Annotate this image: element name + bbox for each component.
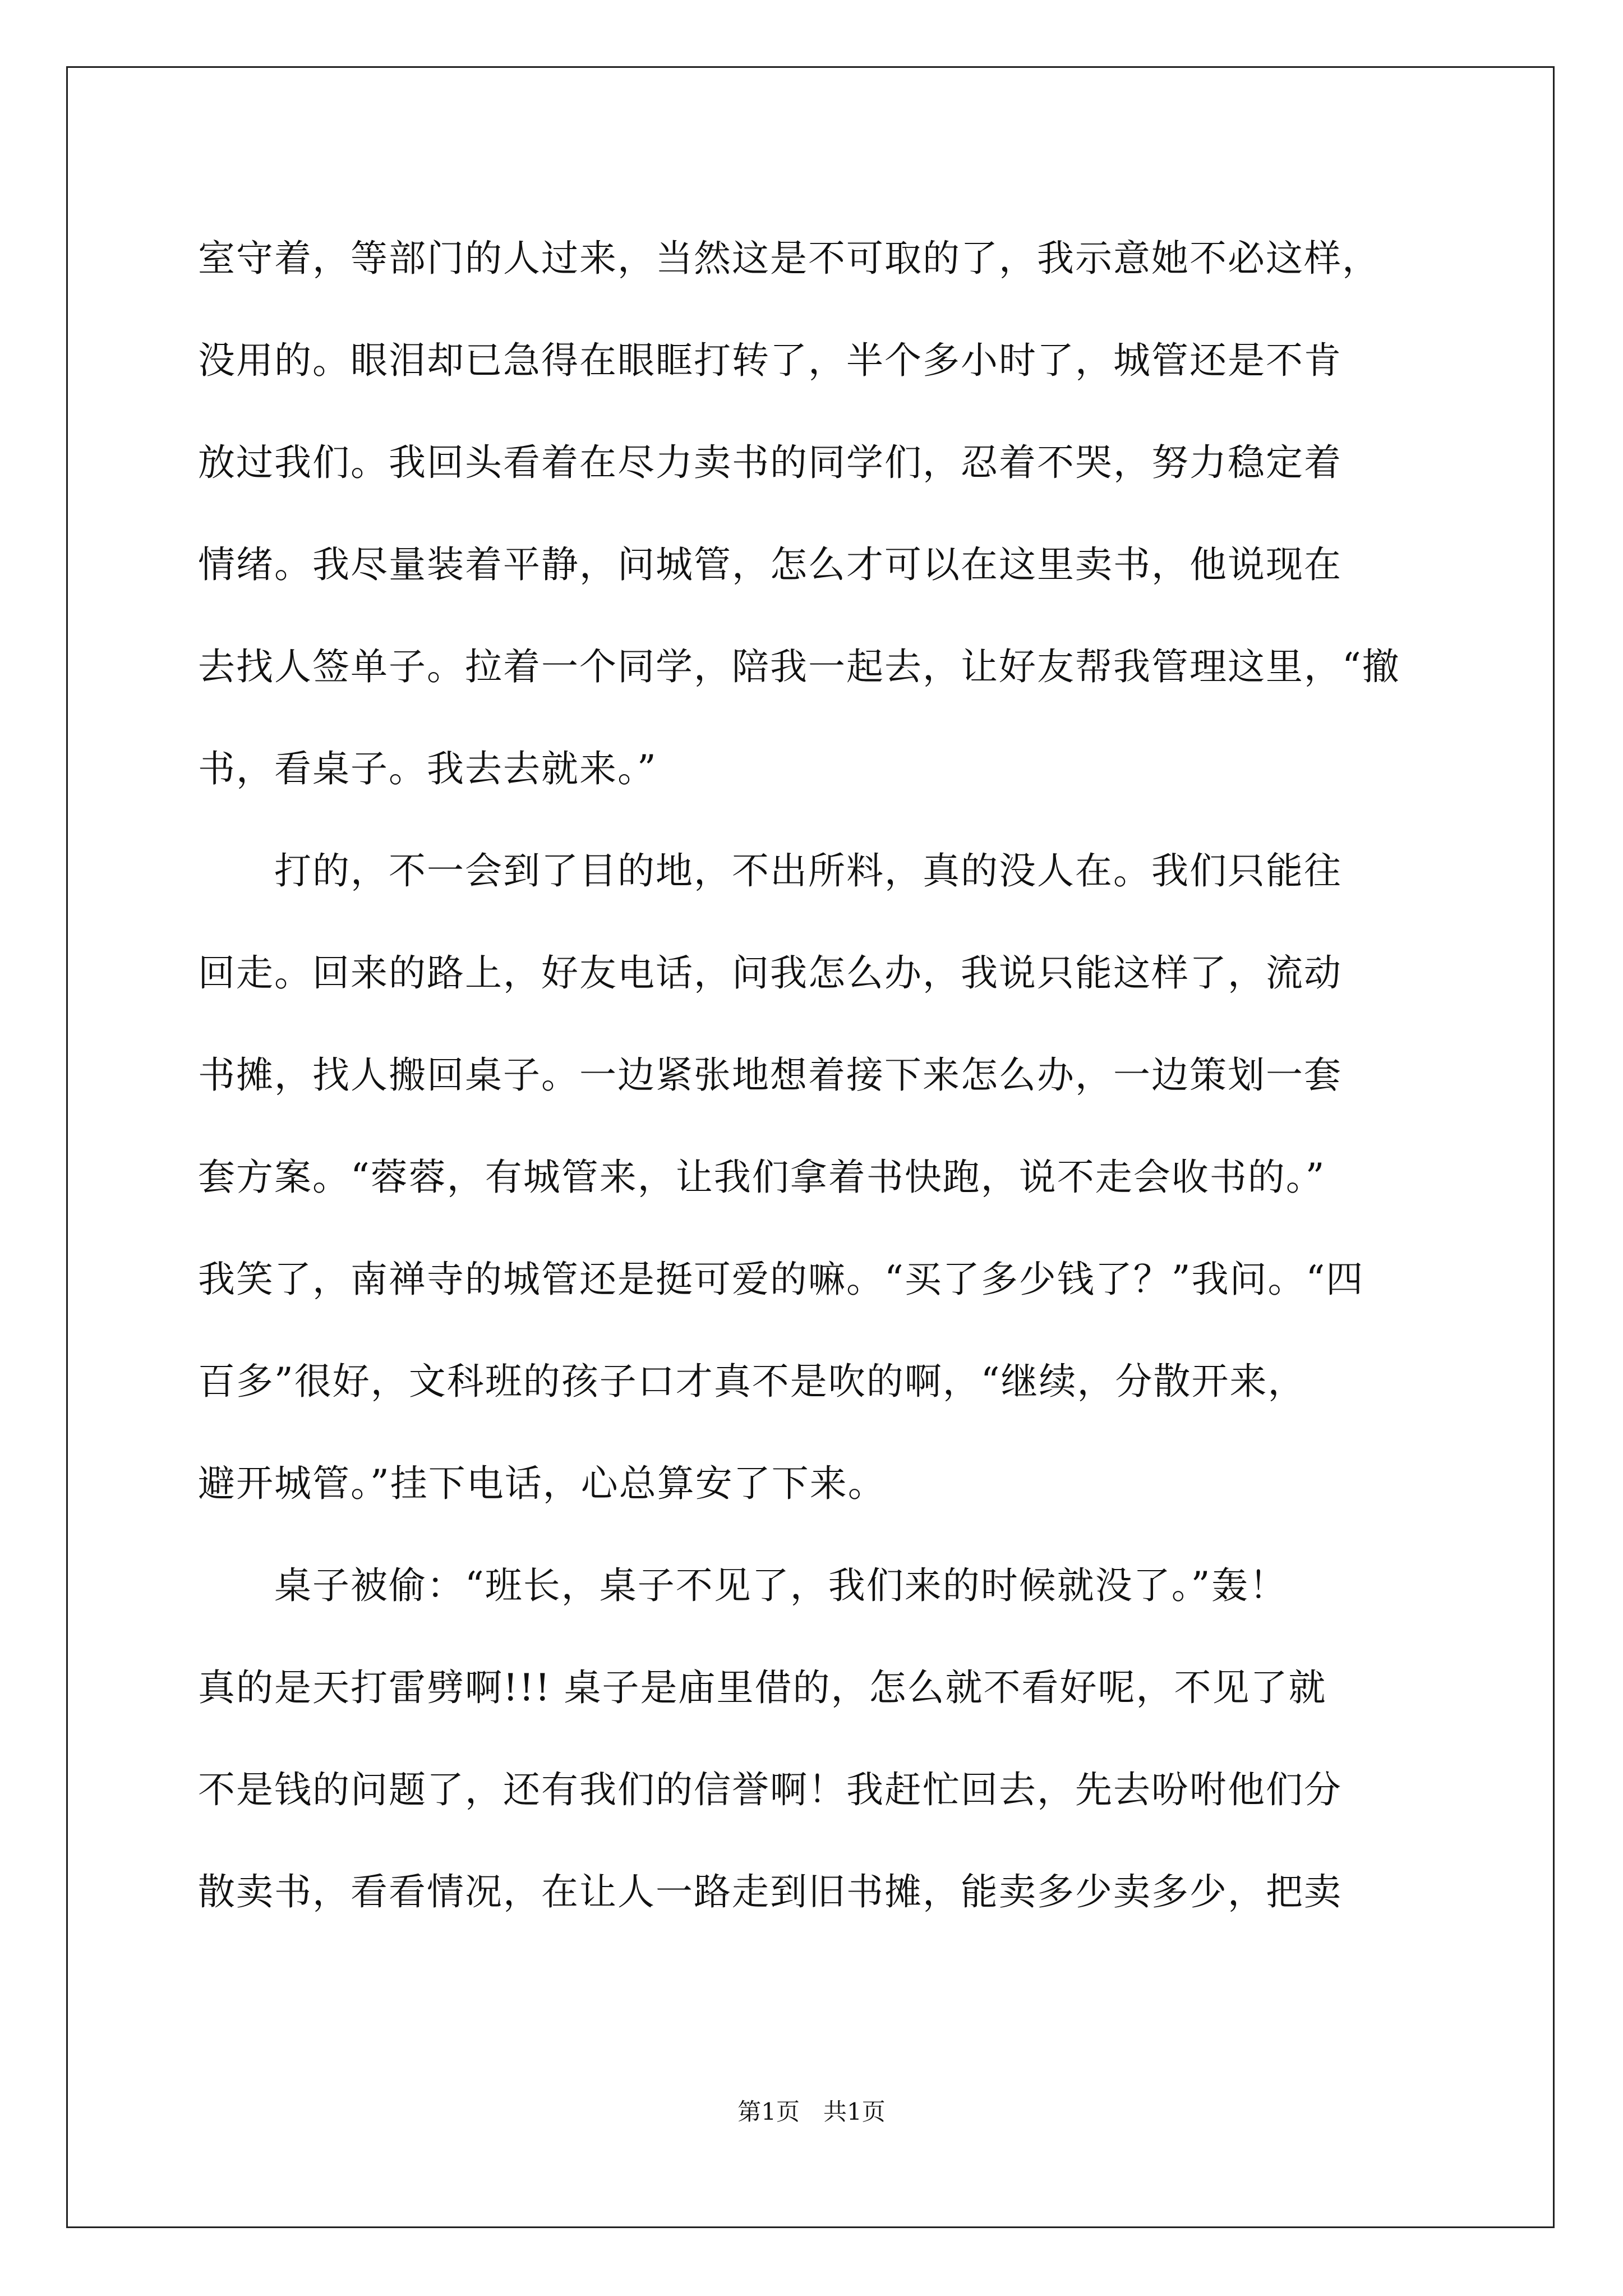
text-line: 情绪。我尽量装着平静，问城管，怎么才可以在这里卖书，他说现在	[198, 543, 1342, 586]
text-line: 书，看桌子。我去去就来。”	[198, 747, 657, 790]
text-line: 避开城管。”挂下电话，心总算安了下来。	[198, 1462, 886, 1505]
text-line: 打的，不一会到了目的地，不出所料，真的没人在。我们只能往	[198, 849, 1342, 892]
text-line: 我笑了，南禅寺的城管还是挺可爱的嘛。“买了多少钱了？”我问。“四	[198, 1258, 1364, 1301]
text-line: 书摊，找人搬回桌子。一边紧张地想着接下来怎么办，一边策划一套	[198, 1053, 1342, 1097]
text-line: 套方案。“蓉蓉，有城管来，让我们拿着书快跑，说不走会收书的。”	[198, 1156, 1326, 1199]
text-line: 去找人签单子。拉着一个同学，陪我一起去，让好友帮我管理这里，“撤	[198, 645, 1400, 688]
text-line: 桌子被偷：“班长，桌子不见了，我们来的时候就没了。”轰！	[198, 1564, 1288, 1607]
text-line: 不是钱的问题了，还有我们的信誉啊！我赶忙回去，先去吩咐他们分	[198, 1768, 1342, 1811]
text-line: 百多”很好，文科班的孩子口才真不是吹的啊，“继续，分散开来，	[198, 1360, 1306, 1403]
text-line: 真的是天打雷劈啊!!! 桌子是庙里借的，怎么就不看好呢，不见了就	[198, 1666, 1327, 1709]
document-body	[198, 208, 1454, 1943]
page-footer: 第1页 共1页	[737, 2098, 886, 2125]
text-line: 放过我们。我回头看着在尽力卖书的同学们，忍着不哭，努力稳定着	[198, 441, 1342, 484]
text-line: 没用的。眼泪却已急得在眼眶打转了，半个多小时了，城管还是不肯	[198, 339, 1342, 382]
text-line: 室守着，等部门的人过来，当然这是不可取的了，我示意她不必这样，	[198, 237, 1380, 280]
text-line: 回走。回来的路上，好友电话，问我怎么办，我说只能这样了，流动	[198, 951, 1342, 995]
text-line: 散卖书，看看情况，在让人一路走到旧书摊，能卖多少卖多少，把卖	[198, 1870, 1342, 1913]
